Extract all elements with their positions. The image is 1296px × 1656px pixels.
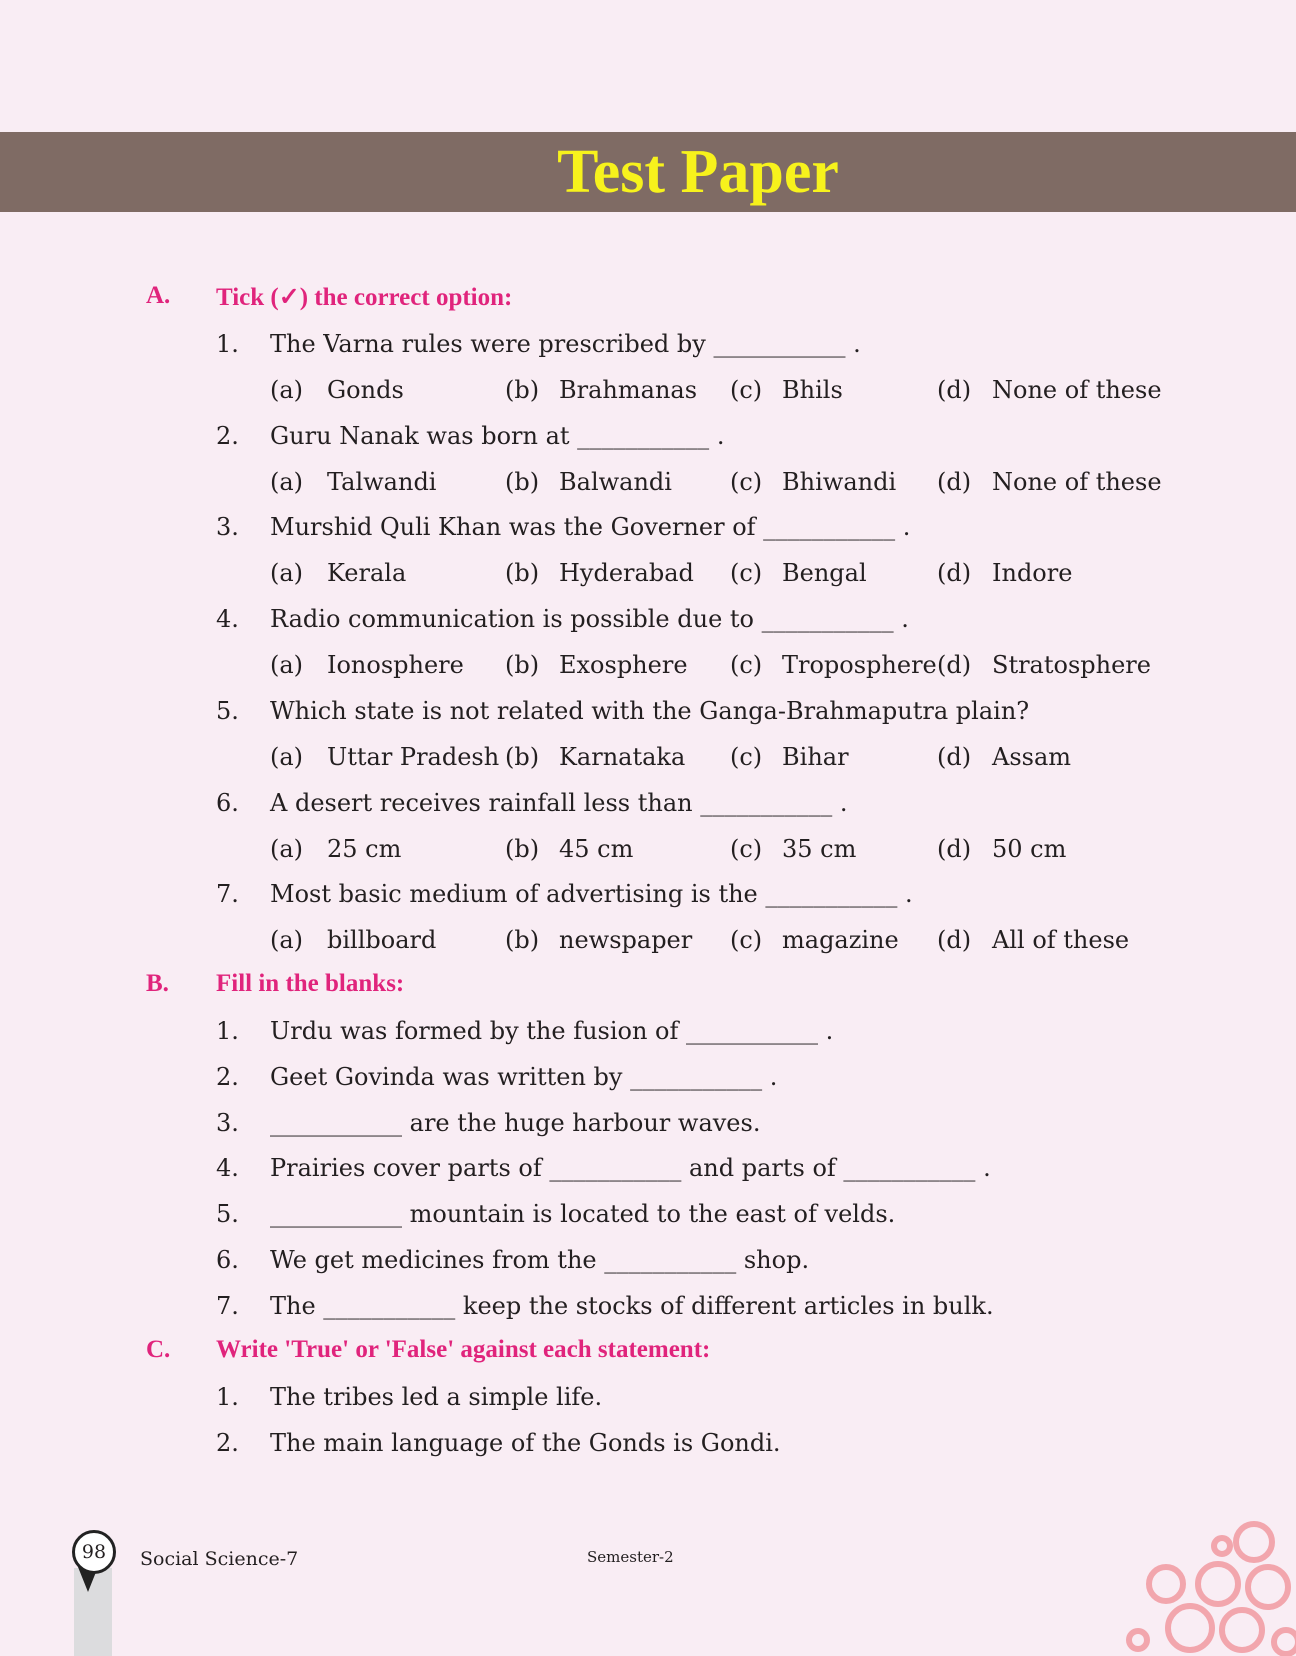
option-text: 45 cm [559, 835, 634, 863]
option-label: (d) [937, 835, 972, 863]
question-number: 1. [216, 1383, 239, 1411]
question-number: 5. [216, 1200, 239, 1228]
option-text: Kerala [327, 559, 407, 587]
option-label: (d) [937, 376, 972, 404]
option-label: (b) [505, 926, 540, 954]
option-text: Gonds [327, 376, 404, 404]
page-title: Test Paper [557, 138, 839, 206]
option-label: (d) [937, 926, 972, 954]
question-text: ___________ mountain is located to the east of velds. [270, 1200, 896, 1228]
question-number: 2. [216, 1429, 239, 1457]
question-text: Radio communication is possible due to ___________ . [270, 605, 909, 633]
option-text: Brahmanas [559, 376, 698, 404]
option-text: Karnataka [559, 743, 686, 771]
question-number: 6. [216, 789, 239, 817]
question-text: A desert receives rainfall less than ___________ . [270, 789, 848, 817]
question-number: 7. [216, 1292, 239, 1320]
option-text: Exosphere [559, 651, 688, 679]
option-text: Hyderabad [559, 559, 694, 587]
question-number: 4. [216, 1154, 239, 1182]
option-label: (b) [505, 376, 540, 404]
option-label: (a) [270, 376, 304, 404]
option-label: (c) [730, 743, 763, 771]
section-a-heading: Tick (✓) the correct option: [216, 284, 513, 311]
option-label: (c) [730, 835, 763, 863]
option-label: (c) [730, 376, 763, 404]
option-text: Bhiwandi [782, 468, 897, 496]
option-label: (a) [270, 651, 304, 679]
section-c-letter: C. [146, 1336, 171, 1363]
decorative-circles-icon [1116, 1512, 1296, 1656]
option-text: All of these [992, 926, 1130, 954]
option-label: (a) [270, 926, 304, 954]
question-text: Urdu was formed by the fusion of ___________ . [270, 1017, 834, 1045]
question-number: 1. [216, 330, 239, 358]
section-b-heading: Fill in the blanks: [216, 970, 405, 997]
section-b-letter: B. [146, 970, 169, 997]
option-label: (c) [730, 559, 763, 587]
question-text: The Varna rules were prescribed by ___________ . [270, 330, 861, 358]
option-text: Stratosphere [992, 651, 1151, 679]
question-number: 2. [216, 1063, 239, 1091]
option-text: 50 cm [992, 835, 1067, 863]
question-number: 3. [216, 513, 239, 541]
option-label: (b) [505, 651, 540, 679]
question-text: Which state is not related with the Ganga-Brahmaputra plain? [270, 697, 1030, 725]
option-label: (a) [270, 743, 304, 771]
question-number: 4. [216, 605, 239, 633]
option-text: Bengal [782, 559, 867, 587]
option-label: (b) [505, 835, 540, 863]
question-text: Murshid Quli Khan was the Governer of ___________ . [270, 513, 911, 541]
question-text: We get medicines from the ___________ shop. [270, 1246, 810, 1274]
question-text: Prairies cover parts of ___________ and parts of ___________ . [270, 1154, 991, 1182]
question-text: The tribes led a simple life. [270, 1383, 603, 1411]
question-text: Most basic medium of advertising is the ___________ . [270, 880, 913, 908]
option-text: Indore [992, 559, 1073, 587]
question-text: ___________ are the huge harbour waves. [270, 1109, 761, 1137]
option-label: (d) [937, 743, 972, 771]
option-label: (a) [270, 559, 304, 587]
title-banner [0, 132, 1296, 212]
option-text: 35 cm [782, 835, 857, 863]
option-text: Uttar Pradesh [327, 743, 500, 771]
option-text: Troposphere [782, 651, 937, 679]
question-number: 6. [216, 1246, 239, 1274]
option-text: Balwandi [559, 468, 672, 496]
option-text: Ionosphere [327, 651, 464, 679]
option-label: (a) [270, 835, 304, 863]
option-text: 25 cm [327, 835, 402, 863]
option-label: (b) [505, 743, 540, 771]
option-text: Bhils [782, 376, 843, 404]
option-label: (d) [937, 651, 972, 679]
option-text: billboard [327, 926, 437, 954]
option-label: (d) [937, 559, 972, 587]
option-label: (b) [505, 559, 540, 587]
book-title: Social Science-7 [140, 1548, 299, 1570]
option-text: Bihar [782, 743, 849, 771]
option-text: Assam [992, 743, 1072, 771]
question-number: 7. [216, 880, 239, 908]
question-text: Geet Govinda was written by ___________ . [270, 1063, 778, 1091]
page-number: 98 [72, 1530, 116, 1574]
question-number: 5. [216, 697, 239, 725]
option-text: None of these [992, 376, 1162, 404]
question-text: Guru Nanak was born at ___________ . [270, 422, 725, 450]
section-a-letter: A. [146, 282, 171, 309]
question-number: 1. [216, 1017, 239, 1045]
option-label: (b) [505, 468, 540, 496]
option-label: (a) [270, 468, 304, 496]
option-label: (c) [730, 926, 763, 954]
option-label: (c) [730, 468, 763, 496]
option-text: None of these [992, 468, 1162, 496]
option-text: newspaper [559, 926, 693, 954]
semester-label: Semester-2 [587, 1548, 674, 1566]
question-text: The main language of the Gonds is Gondi. [270, 1429, 781, 1457]
question-number: 3. [216, 1109, 239, 1137]
option-text: Talwandi [327, 468, 437, 496]
option-text: magazine [782, 926, 899, 954]
question-text: The ___________ keep the stocks of different articles in bulk. [270, 1292, 994, 1320]
section-c-heading: Write 'True' or 'False' against each statement: [216, 1336, 711, 1363]
option-label: (c) [730, 651, 763, 679]
option-label: (d) [937, 468, 972, 496]
question-number: 2. [216, 422, 239, 450]
